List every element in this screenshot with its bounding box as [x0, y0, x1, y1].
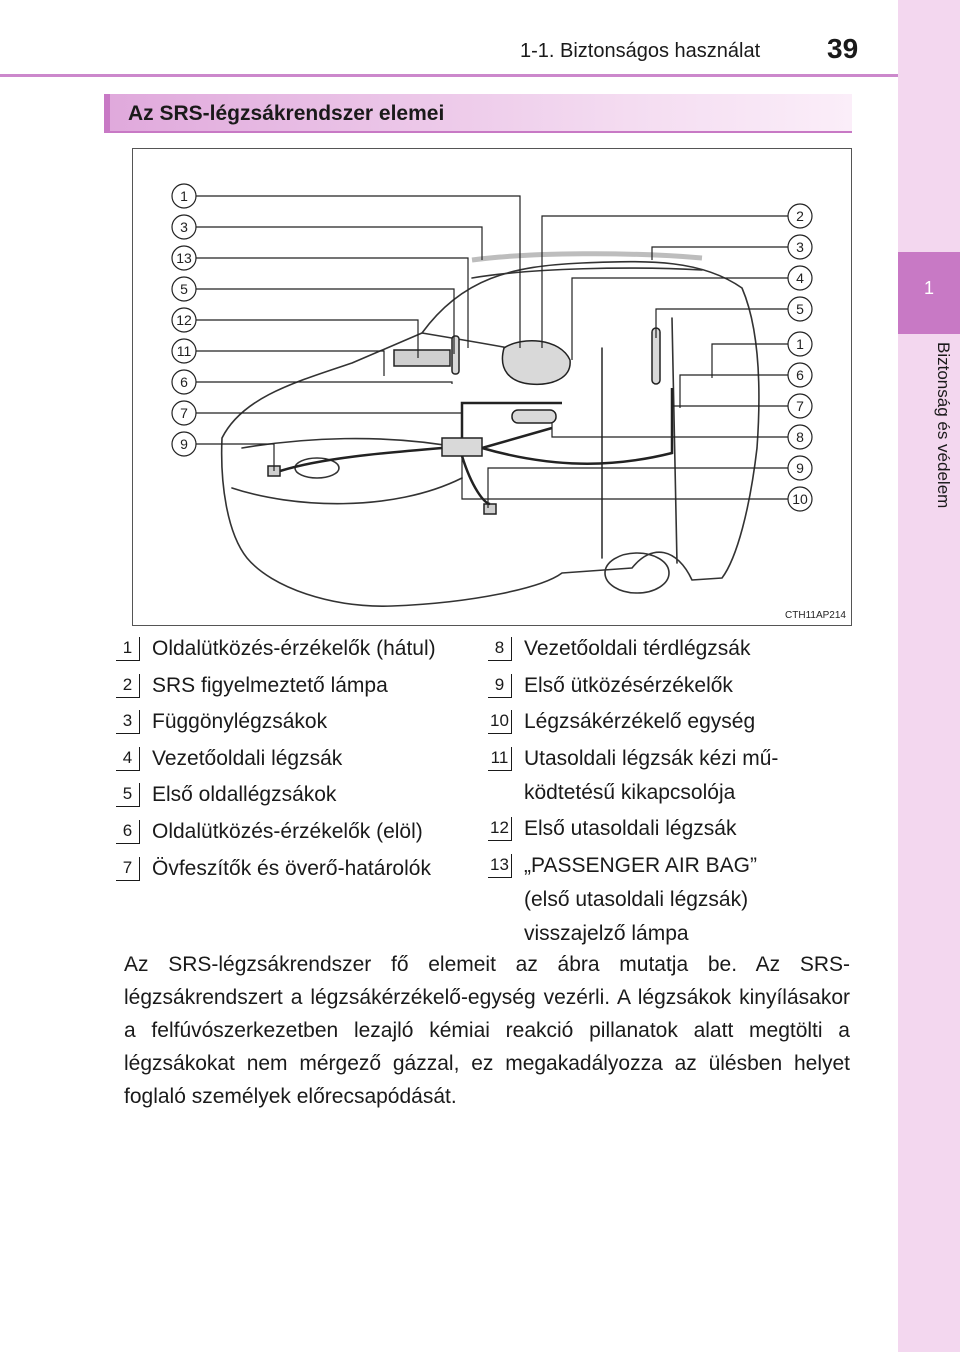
figure-code: CTH11AP214 — [785, 610, 846, 621]
callout-number: 10 — [792, 491, 808, 507]
callout-number: 9 — [796, 460, 804, 476]
legend-number: 7 — [116, 857, 140, 881]
callout-right-6 — [788, 363, 812, 387]
legend-number: 4 — [116, 747, 140, 771]
legend-text: Övfeszítők és överő-határolók — [152, 856, 431, 880]
legend-text: (első utasoldali légzsák) — [524, 888, 749, 911]
callout-right-8 — [788, 425, 812, 449]
callout-right-4 — [788, 266, 812, 290]
callout-left-12 — [172, 308, 196, 332]
section-title: Az SRS-légzsákrendszer elemei — [128, 102, 445, 125]
running-header: 1-1. Biztonságos használat — [520, 40, 761, 62]
left-callouts — [172, 184, 196, 456]
callout-left-1 — [172, 184, 196, 208]
callout-number: 7 — [796, 398, 804, 414]
callout-number: 5 — [180, 281, 188, 297]
callout-number: 9 — [180, 436, 188, 452]
callout-left-9 — [172, 432, 196, 456]
section-heading-bar — [104, 94, 852, 132]
legend-right-column — [488, 632, 850, 945]
legend-left-column — [116, 632, 478, 892]
front-sensor-right — [484, 504, 496, 514]
callout-number: 8 — [796, 429, 804, 445]
legend-text: ködtetésű kikapcsolója — [524, 780, 736, 804]
legend-text: Első ütközésérzékelők — [524, 673, 733, 697]
body-paragraph: Az SRS-légzsákrendszer fő elemeit az ábra mutatja be. Az SRS-légzsákrendszert a légzsákérzékelő-egység vezérli. A légzsákok kinyílásakor a felfúvószerkezetben lezajló kémiai reakció pillanatok alatt megtölti a légzsákokat nem mérgező gázzal, ez megakadályozza az ülésben helyet foglaló személyek előrecsapódását. — [124, 953, 850, 1108]
callout-right-7 — [788, 394, 812, 418]
legend-text: Oldalütközés-érzékelők (elöl) — [152, 820, 423, 843]
legend-text: Oldalütközés-érzékelők (hátul) — [152, 637, 436, 660]
airbag-system-figure — [132, 148, 852, 626]
figure-frame — [133, 149, 852, 626]
legend-number: 10 — [488, 710, 512, 734]
legend-number: 8 — [488, 637, 512, 661]
sensor-unit — [442, 438, 482, 456]
callout-right-5 — [788, 297, 812, 321]
legend-number: 11 — [488, 747, 512, 771]
legend-text: Utasoldali légzsák kézi mű- — [524, 746, 779, 770]
section-rule — [104, 131, 852, 133]
legend-number: 1 — [116, 637, 140, 661]
chapter-title: Biztonság és védelem — [934, 342, 953, 509]
legend-number: 3 — [116, 710, 140, 734]
chapter-tab[interactable] — [898, 252, 960, 334]
legend-number: 9 — [488, 674, 512, 698]
legend-number: 13 — [488, 854, 512, 878]
callout-number: 5 — [796, 301, 804, 317]
callout-right-2 — [788, 204, 812, 228]
callout-number: 3 — [796, 239, 804, 255]
callout-left-3 — [172, 215, 196, 239]
legend-text: Első oldallégzsákok — [152, 783, 337, 807]
legend-text: visszajelző lámpa — [524, 922, 689, 945]
legend-text: Függönylégzsákok — [152, 710, 328, 734]
page-number: 39 — [827, 33, 859, 64]
callout-number: 11 — [176, 343, 192, 359]
callout-number: 12 — [176, 312, 192, 328]
callout-number: 13 — [176, 250, 192, 266]
legend-text: Légzsákérzékelő egység — [524, 710, 756, 734]
callout-number: 2 — [796, 208, 804, 224]
legend-text: Első utasoldali légzsák — [524, 817, 737, 841]
passenger-airbag-module — [394, 350, 450, 366]
chapter-side-strip — [898, 0, 960, 1352]
legend-number: 5 — [116, 783, 140, 807]
legend-text: Vezetőoldali légzsák — [152, 746, 343, 770]
callout-left-6 — [172, 370, 196, 394]
legend-text: SRS figyelmeztető lámpa — [152, 673, 388, 697]
knee-airbag — [512, 410, 556, 423]
callout-right-10 — [788, 487, 812, 511]
callout-number: 6 — [180, 374, 188, 390]
callout-left-7 — [172, 401, 196, 425]
chapter-number: 1 — [923, 278, 934, 298]
legend-text: „PASSENGER AIR BAG” — [524, 854, 757, 877]
callout-number: 7 — [180, 405, 188, 421]
legend-text: Vezetőoldali térdlégzsák — [524, 637, 751, 660]
callout-left-5 — [172, 277, 196, 301]
legend-number: 12 — [488, 817, 512, 841]
callout-right-1 — [788, 332, 812, 356]
callout-number: 4 — [796, 270, 804, 286]
callout-number: 6 — [796, 367, 804, 383]
header-rule — [0, 74, 898, 77]
callout-number: 1 — [180, 188, 188, 204]
callout-number: 1 — [796, 336, 804, 352]
callout-right-9 — [788, 456, 812, 480]
callout-right-3 — [788, 235, 812, 259]
callout-left-11 — [172, 339, 196, 363]
legend-number: 2 — [116, 674, 140, 698]
legend-number: 6 — [116, 820, 140, 844]
callout-left-13 — [172, 246, 196, 270]
side-airbag-front — [452, 336, 459, 374]
callout-number: 3 — [180, 219, 188, 235]
